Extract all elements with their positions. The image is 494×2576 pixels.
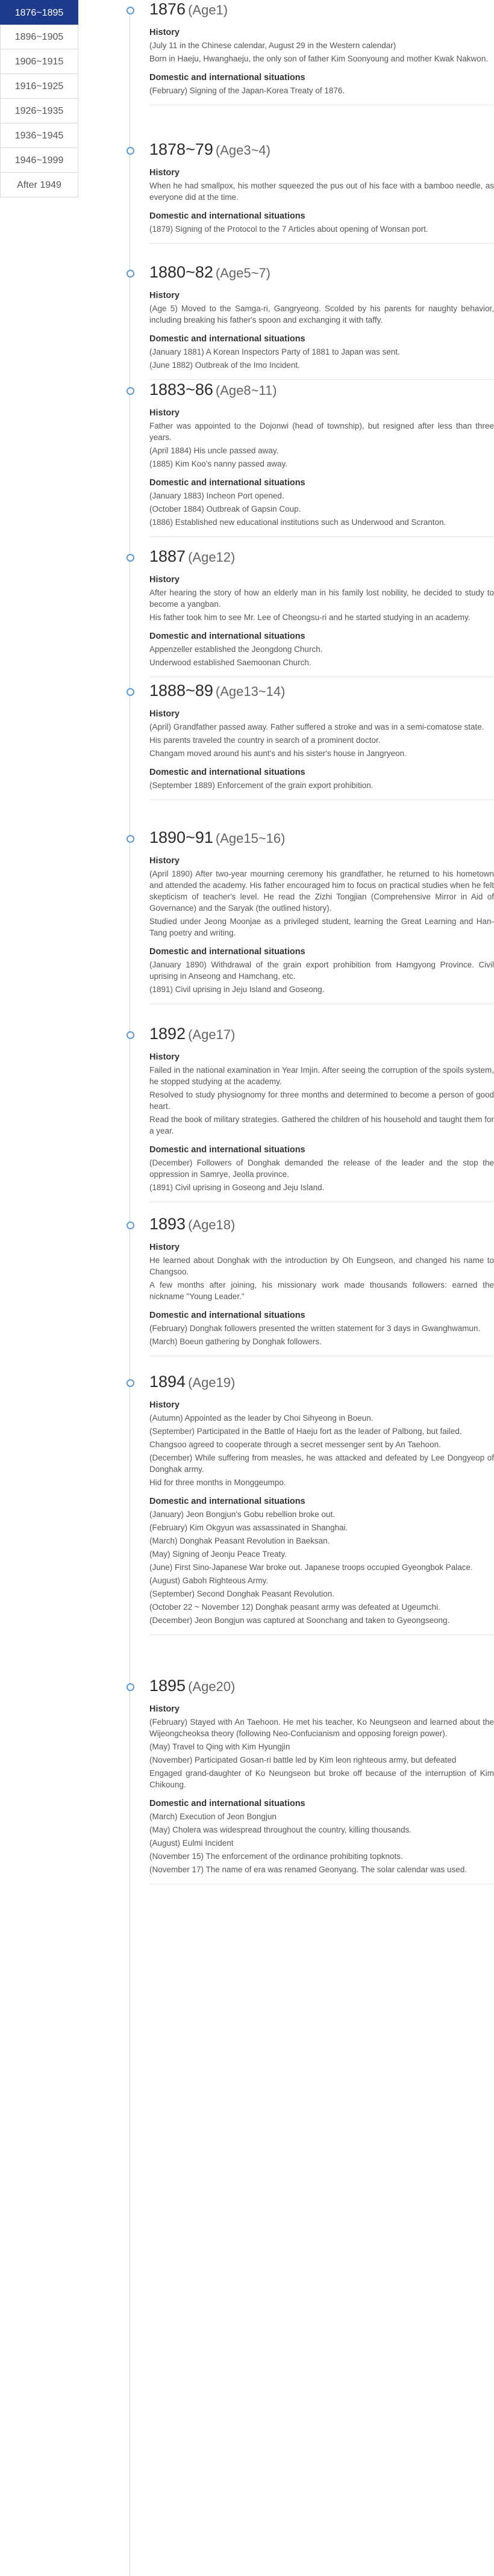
domestic-item: (September) Second Donghak Peasant Revolution. [149, 1589, 334, 1598]
domestic-item: (August) Gaboh Righteous Army. [149, 1576, 269, 1585]
timeline-entry [127, 380, 494, 537]
history-title: History [149, 1243, 180, 1252]
entry-age: (Age20) [188, 1679, 236, 1694]
domestic-title: Domestic and international situations [149, 334, 305, 344]
history-item: He learned about Donghak with the introduction by Oh Eungseon, and changed his name to Changsoo. [149, 1256, 494, 1276]
domestic-title: Domestic and international situations [149, 211, 305, 221]
history-title: History [149, 575, 180, 585]
entry-heading [149, 547, 494, 566]
domestic-title: Domestic and international situations [149, 768, 305, 777]
domestic-title: Domestic and international situations [149, 632, 305, 641]
history-item: (April 1884) His uncle passed away. [149, 446, 279, 455]
timeline-dot-icon [127, 1379, 134, 1387]
entry-year: 1892 [149, 1025, 186, 1043]
domestic-item: (December) Followers of Donghak demanded the release of the leader and the stop the oppression in Samrye, Jeolla province. [149, 1158, 494, 1179]
timeline-entry [127, 1025, 494, 1202]
timeline [127, 0, 494, 2576]
history-item: Changam moved around his aunt's and his sister's house in Jangryeon. [149, 749, 407, 758]
entry-age: (Age1) [188, 2, 228, 17]
domestic-item: (February) Kim Okgyun was assassinated in Shanghai. [149, 1523, 348, 1532]
domestic-item: (October 1884) Outbreak of Gapsin Coup. [149, 504, 301, 514]
history-item: Studied under Jeong Moonjae as a privileged student, learning the Great Learning and Han-Tang poetry and writing. [149, 917, 494, 937]
entry-year: 1883~86 [149, 380, 213, 399]
history-item: Read the book of military strategies. Gathered the children of his household and taught them for a year. [149, 1115, 494, 1135]
history-item: A few months after joining, his missionary work made thousands followers: earned the nickname "Young Leader." [149, 1280, 494, 1301]
entry-heading [149, 1215, 494, 1234]
history-item: (November) Participated Gosan-ri battle led by Kim leon righteous army, but defeated [149, 1755, 457, 1764]
timeline-dot-icon [127, 1031, 134, 1039]
entry-year: 1890~91 [149, 828, 213, 846]
domestic-item: (February) Signing of the Japan-Korea Treaty of 1876. [149, 86, 345, 95]
domestic-title: Domestic and international situations [149, 1311, 305, 1320]
domestic-item: Underwood established Saemoonan Church. [149, 658, 311, 667]
timeline-entry [127, 681, 494, 800]
entry-year: 1894 [149, 1373, 186, 1391]
history-item: Father was appointed to the Dojonwi (head of township), but resigned after less than three years. [149, 421, 494, 442]
sidebar-item-6[interactable]: 1946~1999 [0, 148, 78, 173]
timeline-dot-icon [127, 7, 134, 14]
timeline-dot-icon [127, 688, 134, 696]
history-item: (May) Travel to Qing with Kim Hyungjin [149, 1742, 290, 1751]
history-item: His father took him to see Mr. Lee of Cheongsu-ri and he started studying in an academy. [149, 613, 471, 622]
entry-age: (Age5~7) [215, 265, 270, 281]
history-title: History [149, 1400, 180, 1410]
domestic-item: (June 1882) Outbreak of the Imo Incident. [149, 361, 300, 370]
domestic-item: (March) Boeun gathering by Donghak followers. [149, 1337, 322, 1346]
timeline-entry [127, 263, 494, 380]
entry-age: (Age3~4) [215, 143, 270, 158]
entry-age: (Age17) [188, 1027, 236, 1042]
domestic-item: (October 22 ~ November 12) Donghak peasant army was defeated at Ugeumchi. [149, 1603, 440, 1612]
domestic-title: Domestic and international situations [149, 73, 305, 82]
history-title: History [149, 1052, 180, 1062]
history-item: (July 11 in the Chinese calendar, August 29 in the Western calendar) [149, 41, 396, 50]
domestic-item: (November 15) The enforcement of the ordinance prohibiting topknots. [149, 1852, 403, 1861]
history-item: After hearing the story of how an elderly man in his family lost nobility, he decided to study to become a yangban. [149, 588, 494, 609]
domestic-item: (August) Eulmi Incident [149, 1839, 234, 1848]
entry-year: 1878~79 [149, 140, 213, 158]
sidebar-item-7[interactable]: After 1949 [0, 173, 78, 197]
domestic-title: Domestic and international situations [149, 947, 305, 957]
entry-divider [149, 1634, 494, 1635]
history-item: Hid for three months in Monggeumpo. [149, 1478, 286, 1487]
entry-year: 1888~89 [149, 681, 213, 700]
domestic-item: (March) Execution of Jeon Bongjun [149, 1812, 277, 1821]
domestic-item: (1879) Signing of the Protocol to the 7 Articles about opening of Wonsan port. [149, 225, 428, 234]
history-item: (April) Grandfather passed away. Father suffered a stroke and was in a semi-comatose state. [149, 722, 484, 731]
history-title: History [149, 168, 180, 178]
entry-heading [149, 1677, 494, 1696]
domestic-title: Domestic and international situations [149, 1497, 305, 1506]
history-item: (1885) Kim Koo's nanny passed away. [149, 459, 287, 468]
domestic-item: (March) Donghak Peasant Revolution in Baeksan. [149, 1536, 330, 1545]
timeline-entry [127, 547, 494, 677]
domestic-item: (1891) Civil uprising in Goseong and Jeju Island. [149, 1183, 325, 1192]
entry-divider [149, 536, 494, 537]
domestic-item: (May) Signing of Jeonju Peace Treaty. [149, 1550, 287, 1559]
entry-divider [149, 243, 494, 244]
history-item: Changsoo agreed to cooperate through a secret messenger sent by An Taehoon. [149, 1440, 441, 1449]
sidebar-item-3[interactable]: 1916~1925 [0, 74, 78, 99]
sidebar-item-4[interactable]: 1926~1935 [0, 99, 78, 123]
sidebar-item-0[interactable]: 1876~1895 [0, 0, 78, 25]
sidebar-item-1[interactable]: 1896~1905 [0, 25, 78, 49]
history-title: History [149, 28, 180, 37]
entry-heading [149, 0, 494, 19]
entry-divider [149, 379, 494, 380]
domestic-title: Domestic and international situations [149, 1145, 305, 1155]
history-item: (February) Stayed with An Taehoon. He met his teacher, Ko Neungseon and learned about the Wijeongcheoksa theory (following Neo-Confucianism and opposing foreign power). [149, 1718, 494, 1738]
domestic-item: (February) Donghak followers presented the written statement for 3 days in Gwanghwamun. [149, 1324, 481, 1333]
history-item: (December) While suffering from measles, he was attacked and defeated by Lee Dongyeop of Donghak army. [149, 1453, 494, 1474]
history-title: History [149, 709, 180, 719]
timeline-entry [127, 140, 494, 244]
domestic-title: Domestic and international situations [149, 1799, 305, 1808]
timeline-entry [127, 1677, 494, 1884]
entry-heading [149, 263, 494, 282]
entry-age: (Age18) [188, 1217, 236, 1232]
domestic-item: (1891) Civil uprising in Jeju Island and Goseong. [149, 985, 325, 994]
entry-year: 1893 [149, 1215, 186, 1233]
history-title: History [149, 1704, 180, 1714]
history-title: History [149, 291, 180, 300]
domestic-item: (January 1881) A Korean Inspectors Party of 1881 to Japan was sent. [149, 347, 400, 356]
timeline-entry [127, 1215, 494, 1356]
sidebar-item-5[interactable]: 1936~1945 [0, 123, 78, 148]
history-item: When he had smallpox, his mother squeezed the pus out of his face with a bamboo needle, as everyone did at the time. [149, 181, 494, 202]
domestic-item: (January 1890) Withdrawal of the grain export prohibition from Hamgyong Province. Civil uprising in Anseong and Hamchang, etc. [149, 960, 494, 981]
timeline-dot-icon [127, 387, 134, 395]
domestic-item: (1886) Established new educational institutions such as Underwood and Scranton. [149, 518, 446, 527]
domestic-item: (January 1883) Incheon Port opened. [149, 491, 284, 500]
timeline-dot-icon [127, 270, 134, 278]
sidebar-item-2[interactable]: 1906~1915 [0, 49, 78, 74]
history-item: Engaged grand-daughter of Ko Neungseon but broke off because of the interruption of Kim Chikoung. [149, 1769, 494, 1789]
timeline-dot-icon [127, 835, 134, 843]
domestic-item: (December) Jeon Bongjun was captured at Soonchang and taken to Gyeongseong. [149, 1616, 450, 1625]
history-title: History [149, 408, 180, 418]
timeline-dot-icon [127, 147, 134, 155]
entry-year: 1876 [149, 0, 186, 18]
entry-heading [149, 681, 494, 701]
timeline-entry [127, 828, 494, 1004]
entry-heading [149, 828, 494, 848]
history-item: Failed in the national examination in Year Imjin. After seeing the corruption of the spoils system, he stopped studying at the academy. [149, 1066, 494, 1086]
entry-age: (Age19) [188, 1375, 236, 1390]
history-item: Resolved to study physiognomy for three months and determined to become a person of good heart. [149, 1090, 494, 1111]
timeline-entry [127, 0, 494, 105]
entry-age: (Age15~16) [215, 831, 286, 846]
history-item: Born in Haeju, Hwanghaeju, the only son of father Kim Soonyoung and mother Kwak Nakwon. [149, 54, 489, 63]
domestic-item: Appenzeller established the Jeongdong Church. [149, 645, 323, 654]
entry-year: 1887 [149, 547, 186, 565]
domestic-item: (November 17) The name of era was renamed Geonyang. The solar calendar was used. [149, 1865, 467, 1874]
entry-year: 1880~82 [149, 263, 213, 281]
entry-heading [149, 1025, 494, 1044]
domestic-title: Domestic and international situations [149, 478, 305, 488]
domestic-item: (May) Cholera was widespread throughout the country, killing thousands. [149, 1825, 411, 1834]
entry-age: (Age8~11) [215, 383, 277, 398]
entry-age: (Age12) [188, 550, 236, 565]
domestic-item: (January) Jeon Bongjun's Gobu rebellion broke out. [149, 1510, 336, 1519]
domestic-item: (June) First Sino-Japanese War broke out. Japanese troops occupied Gyeongbok Palace. [149, 1563, 473, 1572]
entry-age: (Age13~14) [215, 684, 286, 699]
period-sidebar [0, 0, 78, 197]
entry-heading [149, 380, 494, 400]
history-item: His parents traveled the country in search of a prominent doctor. [149, 736, 381, 745]
entry-divider [149, 799, 494, 800]
history-item: (September) Participated in the Battle of Haeju fort as the leader of Palbong, but failed. [149, 1427, 462, 1436]
history-item: (Autumn) Appointed as the leader by Choi Sihyeong in Boeun. [149, 1414, 374, 1423]
history-item: (Age 5) Moved to the Samga-ri, Gangryeong. Scolded by his parents for naughty behavior, including breaking his father's spoon and exchanging it with taffy. [149, 304, 494, 324]
entry-heading [149, 1373, 494, 1392]
timeline-entry [127, 1373, 494, 1635]
entry-year: 1895 [149, 1677, 186, 1695]
domestic-item: (September 1889) Enforcement of the grain export prohibition. [149, 781, 374, 790]
history-title: History [149, 856, 180, 866]
timeline-dot-icon [127, 1683, 134, 1691]
timeline-dot-icon [127, 1221, 134, 1229]
timeline-dot-icon [127, 554, 134, 562]
entry-heading [149, 140, 494, 160]
history-item: (April 1890) After two-year mourning ceremony his grandfather, he returned to his hometown and attended the academy. His father encouraged him to focus on practical studies when he felt skepticism of teacher's level. He read the Zizhi Tongjian (Comprehensive Mirror in Aid of Governance) and the Saryak (the outlined history). [149, 869, 494, 913]
